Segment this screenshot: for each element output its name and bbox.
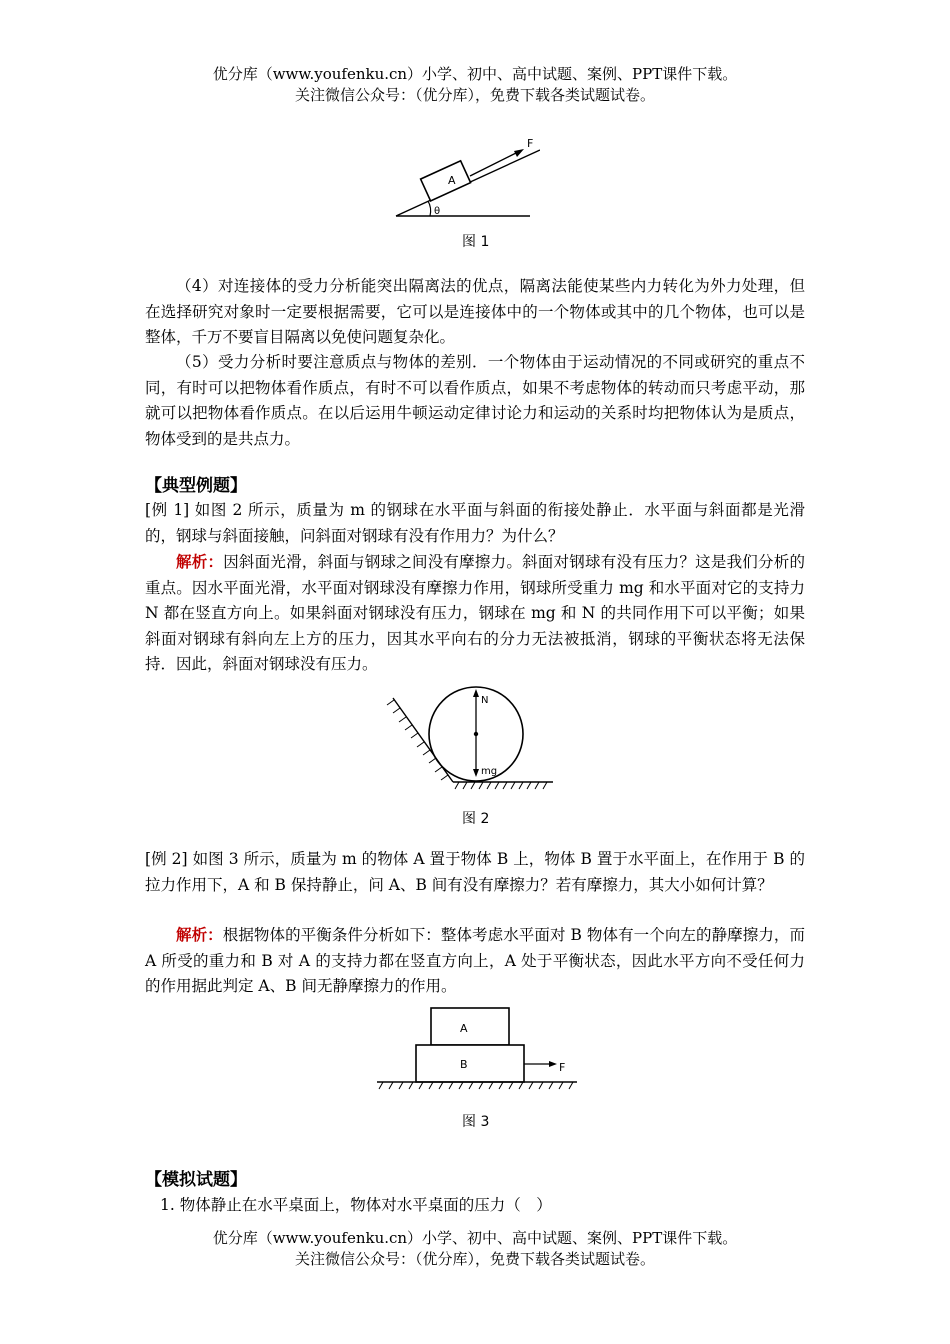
force-f-label: F — [559, 1061, 566, 1074]
footer-line-2: 关注微信公众号：（优分库），免费下载各类试题试卷。 — [294, 1250, 655, 1268]
figure-2-caption: 图 2 — [462, 811, 490, 827]
figure-1-incline — [390, 132, 540, 224]
header-line-2: 关注微信公众号：（优分库），免费下载各类试题试卷。 — [294, 86, 655, 104]
example-1-question: [例 1] 如图 2 所示，质量为 m 的钢球在水平面与斜面的衔接处静止．水平面与斜面都是光滑的，钢球与斜面接触，问斜面对钢球有没有作用力？为什么？ — [145, 501, 805, 545]
example-1-analysis — [145, 549, 805, 678]
footer-line-1: 优分库（www.youfenku.cn）小学、初中、高中试题、案例、PPT课件下载。 — [212, 1229, 738, 1247]
analysis-text: 因斜面光滑，斜面与钢球之间没有摩擦力。斜面对钢球有没有压力？这是我们分析的重点。因水平面光滑，水平面对钢球没有摩擦力作用，钢球所受重力 mg 和水平面对它的支持力 N 都在竖直方向上。如果斜面对钢球没有压力，钢球在 mg 和 N 的共同作用下可以平衡；如果斜面对钢球有斜向左上方的压力，因其水平向右的分力无法被抵消，钢球的平衡状态将无法保持．因此，斜面对钢球没有压力。 — [145, 553, 805, 673]
analysis-label: 解析： — [176, 925, 223, 944]
header-line-1: 优分库（www.youfenku.cn）小学、初中、高中试题、案例、PPT课件下载。 — [212, 65, 738, 83]
normal-arrowhead — [473, 689, 479, 697]
block-a — [421, 161, 471, 201]
figure-3-caption: 图 3 — [462, 1114, 490, 1130]
angle-theta-label: θ — [434, 206, 441, 217]
example-2-question: [例 2] 如图 3 所示，质量为 m 的物体 A 置于物体 B 上，物体 B 置于水平面上，在作用于 B 的拉力作用下，A 和 B 保持静止，问 A、B 间有没有摩擦力？若有摩擦力，其大小如何计算？ — [145, 850, 805, 894]
section-heading-mock-questions: 【模拟试题】 — [145, 1170, 247, 1190]
force-arrowhead — [549, 1061, 557, 1067]
page-header — [0, 64, 950, 106]
paragraph-5: （5）受力分析时要注意质点与物体的差别．一个物体由于运动情况的不同或研究的重点不同，有时可以把物体看作质点，有时不可以看作质点，如果不考虑物体的转动而只考虑平动，那就可以把物体看作质点。在以后运用牛顿运动定律讨论力和运动的关系时均把物体认为是质点，物体受到的是共点力。 — [145, 353, 805, 448]
block-a-label: A — [448, 174, 456, 187]
example-2-analysis — [145, 922, 805, 1000]
gravity-arrowhead — [473, 769, 479, 777]
ground-hatching — [455, 782, 547, 789]
ground-hatching — [379, 1082, 573, 1089]
slope-hatching — [387, 700, 448, 780]
page-footer — [0, 1228, 950, 1270]
gravity-label: mg — [481, 766, 498, 777]
figure-3-blocks — [375, 1002, 580, 1097]
normal-force-label: N — [481, 695, 489, 706]
force-f-label: F — [527, 137, 534, 150]
block-b — [416, 1045, 524, 1082]
analysis-text: 根据物体的平衡条件分析如下：整体考虑水平面对 B 物体有一个向左的静摩擦力，而 A 所受的重力和 B 对 A 的支持力都在竖直方向上，A 处于平衡状态，因此水平方向不受任何力的作用据此判定 A、B 间无静摩擦力的作用。 — [145, 926, 805, 995]
analysis-label: 解析： — [176, 552, 224, 571]
question-1: 1. 物体静止在水平桌面上，物体对水平桌面的压力（ ） — [160, 1196, 552, 1214]
figure-1-caption: 图 1 — [462, 234, 490, 250]
force-arrowhead — [514, 149, 524, 157]
angle-arc — [428, 201, 431, 216]
section-heading-typical-examples: 【典型例题】 — [145, 476, 247, 496]
block-a-label: A — [460, 1022, 468, 1035]
figure-2-ball — [385, 680, 560, 800]
block-a — [431, 1008, 509, 1045]
ball-center — [474, 732, 478, 736]
block-b-label: B — [460, 1058, 468, 1071]
paragraph-4: （4）对连接体的受力分析能突出隔离法的优点，隔离法能使某些内力转化为外力处理，但在选择研究对象时一定要根据需要，它可以是连接体中的一个物体或其中的几个物体，也可以是整体，千万不要盲目隔离以免使问题复杂化。 — [145, 277, 805, 346]
